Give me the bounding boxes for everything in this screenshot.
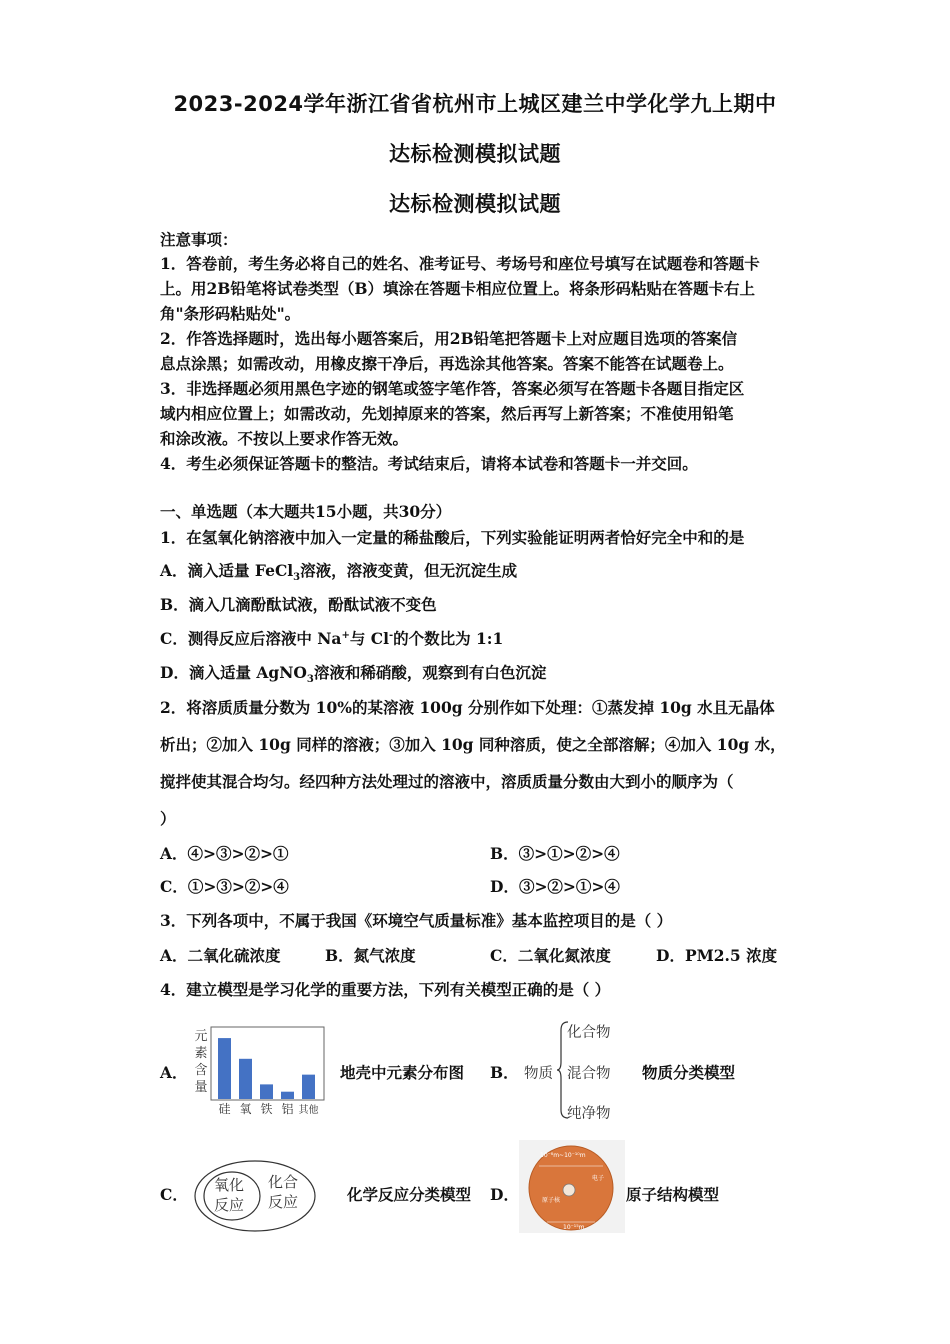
tree-item: 化合物 — [567, 1025, 611, 1041]
q1-option-d: D．滴入适量 AgNO$_3$溶液和稀硝酸，观察到有白色沉淀 — [160, 663, 547, 686]
section-heading: 一、单选题（本大题共15小题，共30分） — [160, 502, 452, 521]
bar-2 — [260, 1084, 273, 1099]
q3-option-a: A．二氧化硫浓度 — [160, 946, 281, 965]
q2-stem: 搅拌使其混合均匀。经四种方法处理过的溶液中，溶质质量分数由大到小的顺序为（ — [160, 772, 734, 791]
notice-line: 域内相应位置上；如需改动，先划掉原来的答案，然后再写上新答案；不准使用铅笔 — [160, 404, 734, 423]
notice-line: 3．非选择题必须用黑色字迹的钢笔或签字笔作答，答案必须写在答题卡各题目指定区 — [160, 379, 745, 398]
notice-line: 息点涂黑；如需改动，用橡皮擦干净后，再选涂其他答案。答案不能答在试题卷上。 — [160, 354, 734, 373]
venn-right-label: 化合 反应 — [268, 1173, 299, 1211]
tree-item: 混合物 — [567, 1066, 611, 1082]
tree-item: 纯净物 — [567, 1106, 611, 1122]
notice-line: 1．答卷前，考生务必将自己的姓名、准考证号、考场号和座位号填写在试题卷和答题卡 — [160, 254, 760, 273]
bar-4 — [302, 1075, 315, 1099]
bar-tick-label: 铝 — [281, 1102, 294, 1116]
bar-tick-label: 铁 — [260, 1102, 273, 1116]
q2-option-a: A．④>③>②>① — [160, 844, 289, 863]
atom-size-label: 10⁻⁸m~10⁻¹⁰m — [540, 1152, 586, 1159]
doc-title-line1: 2023-2024学年浙江省省杭州市上城区建兰中学化学九上期中 — [173, 92, 777, 116]
bar-tick-label: 其他 — [298, 1105, 319, 1116]
q4-option-b-label: 物质分类模型 — [642, 1063, 736, 1082]
notice-line: 2．作答选择题时，选出每小题答案后，用2B铅笔把答题卡上对应题目选项的答案信 — [160, 329, 738, 348]
q4-option-a-letter: A． — [160, 1063, 188, 1082]
notice-line: 上。用2B铅笔将试卷类型（B）填涂在答题卡相应位置上。将条形码粘贴在答题卡右上 — [160, 279, 755, 298]
q3-option-d: D．PM2.5 浓度 — [656, 946, 778, 965]
nucleus-size-label: 10⁻¹⁵m — [563, 1224, 585, 1231]
bar-tick-label: 氧 — [239, 1102, 252, 1116]
electron-label: 电子 — [592, 1175, 605, 1182]
element-distribution-chart — [210, 1026, 330, 1116]
q1-option-b: B．滴入几滴酚酞试液，酚酞试液不变色 — [160, 595, 437, 614]
notice-heading: 注意事项： — [160, 230, 238, 249]
q1-option-c: C．测得反应后溶液中 Na+与 Cl-的个数比为 1:1 — [160, 629, 504, 648]
q4-stem: 4．建立模型是学习化学的重要方法，下列有关模型正确的是（ ） — [160, 980, 611, 999]
doc-title-line3: 达标检测模拟试题 — [389, 192, 561, 216]
q2-stem: 2．将溶质质量分数为 10%的某溶液 100g 分别作如下处理：①蒸发掉 10g 水且无晶体 — [160, 698, 775, 717]
venn-diagram — [192, 1158, 318, 1234]
q1-option-a: A．滴入适量 FeCl$_3$溶液，溶液变黄，但无沉淀生成 — [160, 561, 518, 584]
q2-option-b: B．③>①>②>④ — [490, 844, 620, 863]
q4-option-d-letter: D． — [490, 1185, 519, 1204]
q1-stem: 1．在氢氧化钠溶液中加入一定量的稀盐酸后，下列实验能证明两者恰好完全中和的是 — [160, 528, 745, 547]
venn-left-label: 氧化 反应 — [214, 1176, 245, 1214]
nucleus-label: 原子核 — [542, 1197, 561, 1204]
q2-option-d: D．③>②>①>④ — [490, 877, 620, 896]
q4-option-c-letter: C． — [160, 1185, 188, 1204]
q4-option-d-label: 原子结构模型 — [626, 1185, 720, 1204]
bar-0 — [218, 1038, 231, 1099]
q2-option-c: C．①>③>②>④ — [160, 877, 289, 896]
notice-line: 和涂改液。不按以上要求作答无效。 — [160, 429, 409, 448]
q3-option-b: B．氮气浓度 — [325, 946, 416, 965]
q4-option-b-letter: B． — [490, 1063, 519, 1082]
q3-stem: 3．下列各项中，不属于我国《环境空气质量标准》基本监控项目的是（ ） — [160, 911, 673, 930]
doc-title-line2: 达标检测模拟试题 — [389, 142, 561, 166]
q2-stem: ） — [160, 809, 176, 828]
bar-3 — [281, 1092, 294, 1099]
notice-line: 角"条形码粘贴处"。 — [160, 304, 301, 323]
nucleus-icon — [563, 1184, 575, 1196]
chart-ylabel: 元 素 含 量 — [194, 1029, 208, 1095]
q2-stem: 析出；②加入 10g 同样的溶液；③加入 10g 同种溶质，使之全部溶解；④加入 10g 水， — [160, 735, 786, 754]
q3-option-c: C．二氧化氮浓度 — [490, 946, 611, 965]
q4-option-c-label: 化学反应分类模型 — [347, 1185, 472, 1204]
bar-1 — [239, 1059, 252, 1099]
tree-root: 物质 — [524, 1066, 553, 1082]
bar-tick-label: 硅 — [218, 1102, 231, 1116]
notice-line: 4．考生必须保证答题卡的整洁。考试结束后，请将本试卷和答题卡一并交回。 — [160, 454, 698, 473]
q4-option-a-label: 地壳中元素分布图 — [340, 1063, 465, 1082]
